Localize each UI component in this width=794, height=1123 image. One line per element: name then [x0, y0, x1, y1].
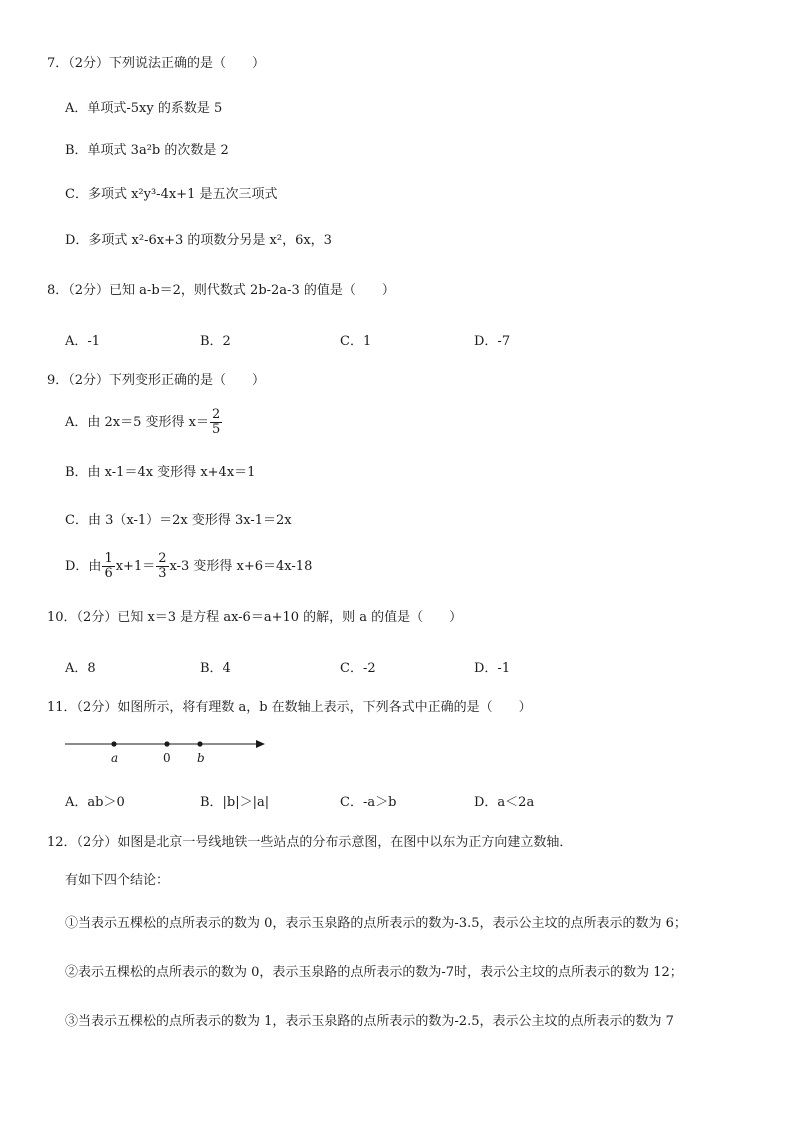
- q12-conclusion-3: ③当表示五棵松的点所表示的数为 1，表示玉泉路的点所表示的数为-2.5，表示公主坟的点所表示的数为 7: [65, 1014, 674, 1029]
- q10-option-d: D．-1: [474, 661, 511, 676]
- q9-option-d-fraction-2: [156, 552, 168, 581]
- q9-option-d-suffix: x-3 变形得 x+6＝4x-18: [169, 559, 313, 574]
- q12-stem: 12．（2分）如图是北京一号线地铁一些站点的分布示意图，在图中以东为正方向建立数轴．: [47, 835, 573, 850]
- q8-option-d: D．-7: [474, 334, 511, 349]
- label-a: a: [111, 751, 119, 765]
- q9-option-b: B．由 x-1＝4x 变形得 x+4x＝1: [65, 465, 256, 480]
- q9-option-a-text: A．由 2x＝5 变形得 x＝: [65, 415, 209, 430]
- q9-option-d: [65, 550, 312, 584]
- q7-option-a: A．单项式-5xy 的系数是 5: [65, 101, 223, 116]
- q8-stem: 8．（2分）已知 a-b＝2，则代数式 2b-2a-3 的值是（ ）: [47, 283, 395, 298]
- q11-option-b: B．|b|＞|a|: [200, 795, 270, 810]
- axis-arrow-icon: [256, 740, 265, 748]
- q10-option-a: A．8: [65, 661, 96, 676]
- q9-option-a-fraction: [210, 408, 222, 437]
- q8-option-c: C．1: [340, 334, 372, 349]
- q7-option-d: D．多项式 x²-6x+3 的项数分另是 x²，6x，3: [65, 233, 332, 248]
- q11-option-a: A．ab＞0: [65, 795, 125, 810]
- fraction-denominator: 3: [158, 566, 167, 581]
- point-zero: [164, 741, 169, 746]
- q11-stem: 11．（2分）如图所示，将有理数 a，b 在数轴上表示，下列各式中正确的是（ ）: [47, 700, 532, 715]
- q7-option-c: C．多项式 x²y³-4x+1 是五次三项式: [65, 187, 278, 202]
- q10-stem: 10．（2分）已知 x＝3 是方程 ax-6＝a+10 的解，则 a 的值是（ ）: [47, 610, 463, 625]
- q10-option-b: B．4: [200, 661, 231, 676]
- q9-option-d-fraction-1: [102, 552, 114, 581]
- q7-stem: 7．（2分）下列说法正确的是（ ）: [47, 56, 266, 71]
- q12-conclusion-1: ①当表示五棵松的点所表示的数为 0，表示玉泉路的点所表示的数为-3.5，表示公主坟的点所表示的数为 6；: [65, 916, 687, 931]
- q9-option-c: C．由 3（x-1）＝2x 变形得 3x-1＝2x: [65, 513, 292, 528]
- q9-stem: 9．（2分）下列变形正确的是（ ）: [47, 373, 266, 388]
- fraction-denominator: 6: [104, 566, 113, 581]
- fraction-numerator: 2: [158, 551, 167, 566]
- q7-option-b: B．单项式 3a²b 的次数是 2: [65, 143, 229, 158]
- number-line-diagram: [60, 732, 275, 768]
- label-zero: 0: [163, 751, 171, 765]
- q12-intro: 有如下四个结论：: [65, 873, 170, 888]
- q9-option-d-prefix: D．由: [65, 559, 102, 574]
- q9-option-d-middle: x+1＝: [115, 559, 156, 574]
- q8-option-a: A．-1: [65, 334, 101, 349]
- q10-option-c: C．-2: [340, 661, 376, 676]
- q9-option-a: [65, 406, 223, 440]
- fraction-numerator: 1: [104, 551, 113, 566]
- q11-option-c: C．-a＞b: [340, 795, 397, 810]
- q12-conclusion-2: ②表示五棵松的点所表示的数为 0，表示玉泉路的点所表示的数为-7时，表示公主坟的点所表示的数为 12；: [65, 965, 683, 980]
- q11-option-d: D．a＜2a: [474, 795, 535, 810]
- point-a: [111, 741, 116, 746]
- label-b: b: [197, 751, 205, 765]
- q8-option-b: B．2: [200, 334, 231, 349]
- point-b: [197, 741, 202, 746]
- fraction-denominator: 5: [212, 422, 221, 437]
- fraction-numerator: 2: [212, 407, 221, 422]
